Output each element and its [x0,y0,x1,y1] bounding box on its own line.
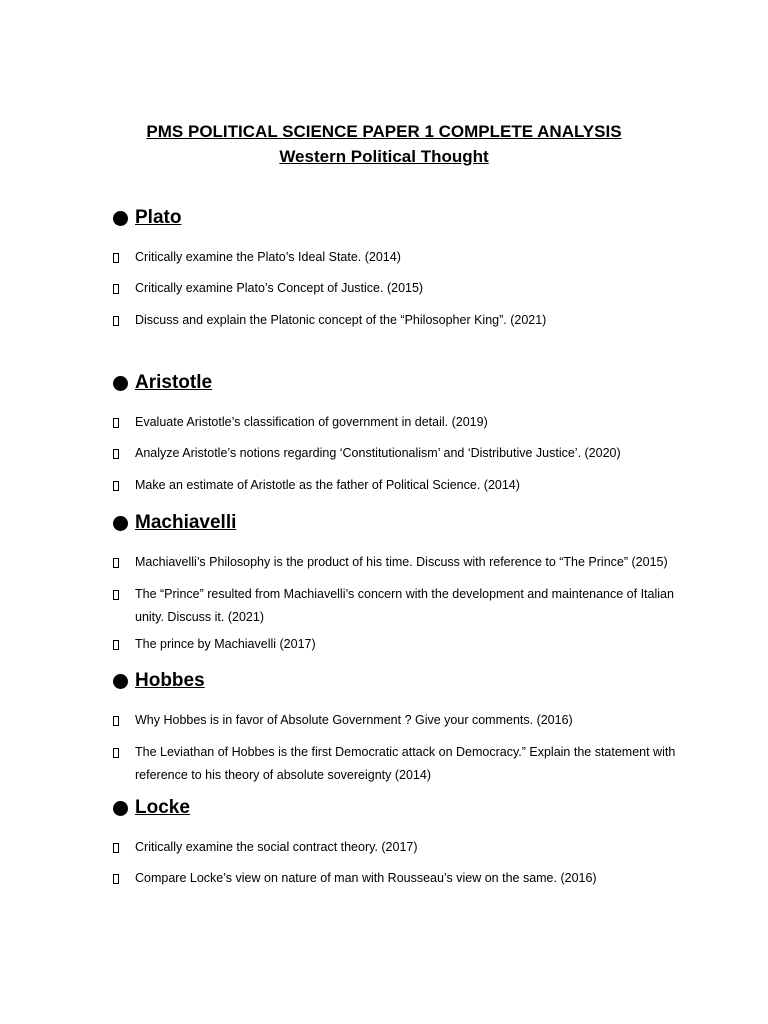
missing-glyph-bullet-icon [113,316,119,326]
missing-glyph-bullet-icon [113,449,119,459]
list-item-text: Critically examine the Plato’s Ideal State. (2014) [135,250,401,264]
missing-glyph-bullet-icon [113,716,119,726]
bullet-dot-icon [113,674,128,689]
missing-glyph-bullet-icon [113,418,119,428]
missing-glyph-bullet-icon [113,874,119,884]
missing-glyph-bullet-icon [113,843,119,853]
list-item-text: Make an estimate of Aristotle as the father of Political Science. (2014) [135,478,520,492]
list-item-text: Compare Locke’s view on nature of man with Rousseau’s view on the same. (2016) [135,871,597,885]
list-item-text: Why Hobbes is in favor of Absolute Government ? Give your comments. (2016) [135,713,573,727]
document-subtitle: Western Political Thought [279,147,489,166]
missing-glyph-bullet-icon [113,253,119,263]
section-heading-plato [113,206,181,230]
section-heading-label: Aristotle [135,372,213,393]
list-item-text: Evaluate Aristotle’s classification of government in detail. (2019) [135,415,488,429]
section-heading-label: Hobbes [135,670,205,691]
missing-glyph-bullet-icon [113,481,119,491]
section-heading-aristotle [113,371,212,395]
list-item-text: The Leviathan of Hobbes is the first Democratic attack on Democracy.” Explain the statement with reference to his theory of absolute sovereignty (2014) [135,745,676,782]
missing-glyph-bullet-icon [113,284,119,294]
bullet-dot-icon [113,801,128,816]
bullet-dot-icon [113,516,128,531]
section-heading-label: Locke [135,797,190,818]
document-title: PMS POLITICAL SCIENCE PAPER 1 COMPLETE ANALYSIS [146,122,622,141]
bullet-dot-icon [113,211,128,226]
list-item-text: Critically examine Plato’s Concept of Justice. (2015) [135,281,424,295]
section-heading-label: Machiavelli [135,512,237,533]
list-item-text: The “Prince” resulted from Machiavelli’s concern with the development and maintenance of Italian unity. Discuss it. (2021) [135,587,674,624]
list-item-text: Critically examine the social contract theory. (2017) [135,840,418,854]
list-item-text: Analyze Aristotle’s notions regarding ‘Constitutionalism’ and ‘Distributive Justice’. (2020) [135,446,621,460]
missing-glyph-bullet-icon [113,590,119,600]
section-heading-label: Plato [135,207,182,228]
list-item-text: Discuss and explain the Platonic concept of the “Philosopher King”. (2021) [135,313,547,327]
missing-glyph-bullet-icon [113,640,119,650]
missing-glyph-bullet-icon [113,558,119,568]
section-heading-locke [113,796,190,820]
list-item-text: The prince by Machiavelli (2017) [135,637,316,651]
section-heading-hobbes [113,669,205,693]
list-item-text: Machiavelli’s Philosophy is the product of his time. Discuss with reference to “The Prince” (2015) [135,555,668,569]
section-heading-machiavelli [113,511,236,535]
bullet-dot-icon [113,376,128,391]
missing-glyph-bullet-icon [113,748,119,758]
